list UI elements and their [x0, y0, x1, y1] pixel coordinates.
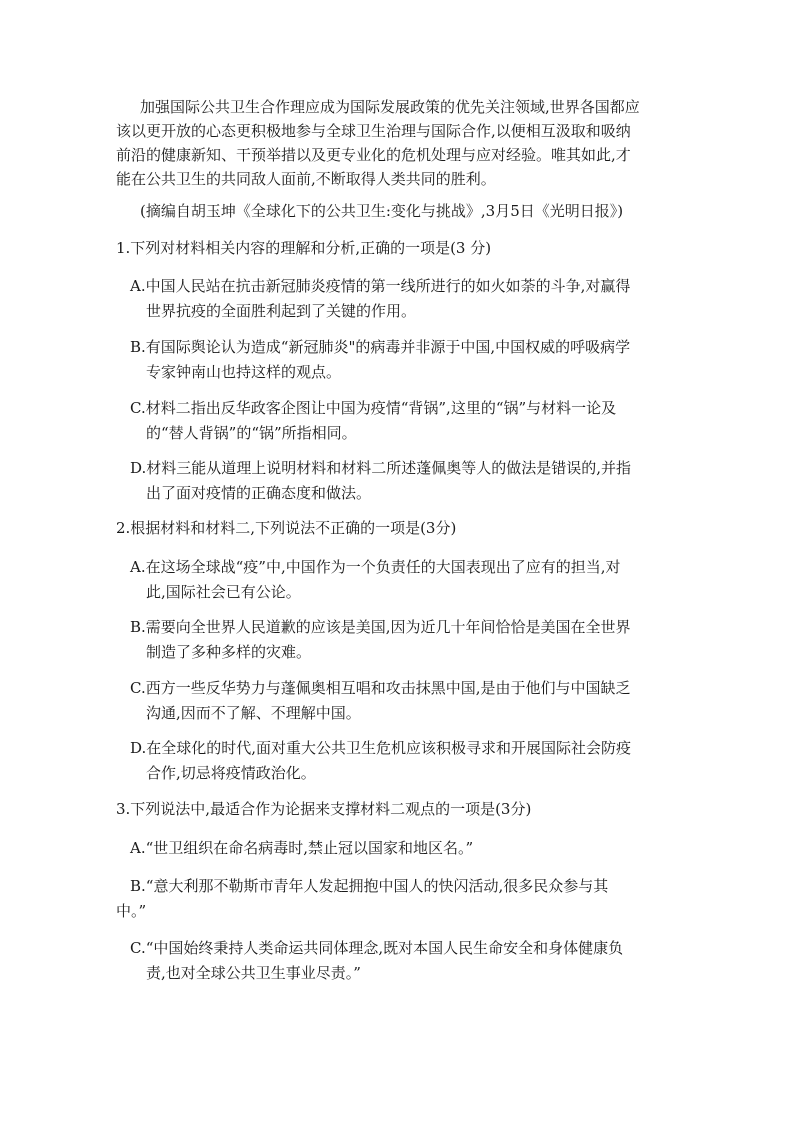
option-line: 出了面对疫情的正确态度和做法。: [146, 484, 372, 502]
intro-paragraph: [116, 95, 676, 191]
option-line: A.“世卫组织在命名病毒时,禁止冠以国家和地区名。”: [130, 839, 474, 857]
option-line: 责,也对全球公共卫生事业尽责。”: [146, 964, 361, 982]
question-1-option-a: [130, 274, 630, 324]
question-2-stem: 2.根据材料和材料二,下列说法不正确的一项是(3分): [116, 519, 457, 537]
intro-line: 前沿的健康新知、干预举措以及更专业化的危机处理与应对经验。唯其如此,才: [116, 146, 631, 164]
option-line: 沟通,因而不了解、不理解中国。: [146, 704, 361, 722]
intro-line: 能在公共卫生的共同敌人面前,不断取得人类共同的胜利。: [116, 170, 496, 188]
option-line: C.西方一些反华势力与蓬佩奥相互唱和攻击抹黑中国,是由于他们与中国缺乏: [130, 679, 631, 697]
option-line: 专家钟南山也持这样的观点。: [146, 363, 342, 381]
option-line: C.“中国始终秉持人类命运共同体理念,既对本国人民生命安全和身体健康负: [130, 939, 624, 957]
option-line: C.材料二指出反华政客企图让中国为疫情“背锅”,这里的“锅”与材料一论及: [130, 399, 617, 417]
option-line: 制造了多种多样的灾难。: [146, 643, 312, 661]
question-1-option-d: [130, 456, 631, 506]
question-1-option-b: [130, 335, 630, 385]
option-line: 合作,切忌将疫情政治化。: [146, 764, 316, 782]
option-line: 中。”: [116, 902, 147, 920]
question-1-stem: 1.下列对材料相关内容的理解和分析,正确的一项是(3 分): [116, 239, 492, 257]
question-2-option-d: [130, 736, 631, 786]
option-line: A.在这场全球战“疫”中,中国作为一个负责任的大国表现出了应有的担当,对: [130, 558, 621, 576]
option-line: B.需要向全世界人民道歉的应该是美国,因为近几十年间恰恰是美国在全世界: [130, 618, 631, 636]
question-3-option-a: [130, 836, 473, 861]
question-2-option-b: [130, 615, 631, 665]
question-3-option-c: [130, 936, 623, 986]
question-2-option-c: [130, 676, 630, 726]
intro-line: 加强国际公共卫生合作理应成为国际发展政策的优先关注领域,世界各国都应: [140, 98, 640, 116]
option-line: A.中国人民站在抗击新冠肺炎疫情的第一线所进行的如火如荼的斗争,对赢得: [130, 277, 631, 295]
option-line: 的“替人背锅”的“锅”所指相同。: [146, 424, 357, 442]
option-line: B.有国际舆论认为造成“新冠肺炎"的病毒并非源于中国,中国权威的呼吸病学: [130, 338, 631, 356]
option-line: 世界抗疫的全面胜利起到了关键的作用。: [146, 302, 417, 320]
option-line: B.“意大利那不勒斯市青年人发起拥抱中国人的快闪活动,很多民众参与其: [130, 877, 609, 895]
intro-line: 该以更开放的心态更积极地参与全球卫生治理与国际合作,以便相互汲取和吸纳: [116, 122, 631, 140]
option-line: D.材料三能从道理上说明材料和材料二所述蓬佩奥等人的做法是错误的,并指: [130, 459, 632, 477]
source-citation: (摘编自胡玉坤《全球化下的公共卫生:变化与挑战》,3月5日《光明日报》): [140, 202, 624, 220]
question-1-option-c: [130, 396, 616, 446]
question-3-option-b: [116, 874, 609, 924]
option-line: D.在全球化的时代,面对重大公共卫生危机应该积极寻求和开展国际社会防疫: [130, 739, 632, 757]
question-3-stem: 3.下列说法中,最适合作为论据来支撑材料二观点的一项是(3分): [116, 800, 532, 818]
question-2-option-a: [130, 555, 620, 605]
option-line: 此,国际社会已有公论。: [146, 583, 301, 601]
